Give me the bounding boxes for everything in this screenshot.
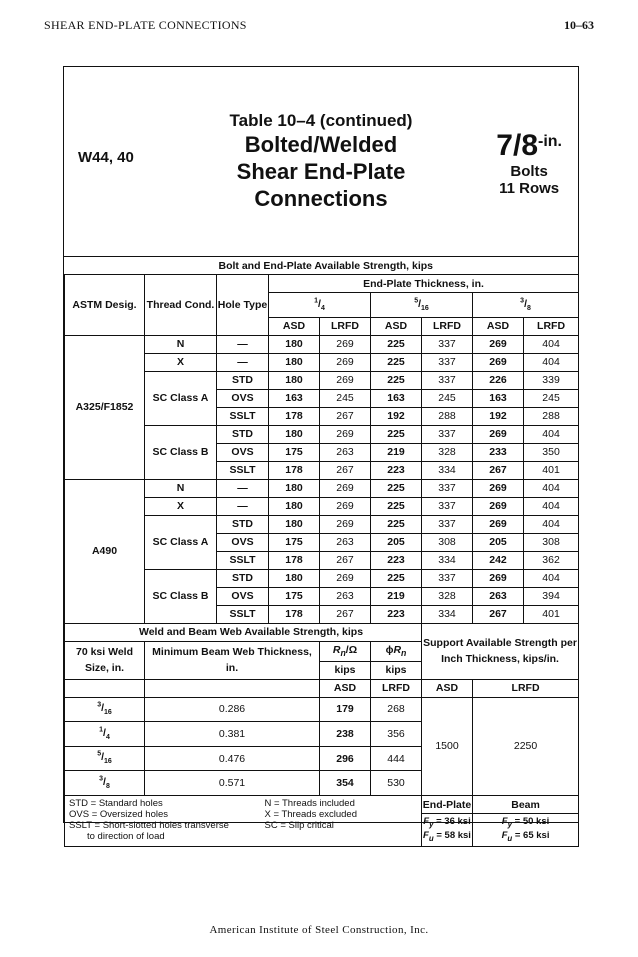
support-lrfd: 2250: [473, 697, 579, 795]
strength-value: 219: [371, 443, 422, 461]
hole-type: —: [217, 353, 269, 371]
header-row: [65, 257, 579, 275]
strength-value: 175: [269, 587, 320, 605]
page-footer: American Institute of Steel Construction, Inc.: [209, 924, 429, 936]
strength-value: 223: [371, 461, 422, 479]
strength-value: 267: [320, 605, 371, 623]
strength-value: 404: [524, 497, 579, 515]
strength-value: 180: [269, 335, 320, 353]
bolt-size-suffix: -in.: [538, 133, 562, 150]
strength-value: 192: [371, 407, 422, 425]
strength-value: 163: [269, 389, 320, 407]
thread-cond: SC Class A: [145, 515, 217, 569]
thread-cond: N: [145, 335, 217, 353]
strength-value: 267: [320, 461, 371, 479]
hole-type: OVS: [217, 389, 269, 407]
strength-value: 269: [320, 497, 371, 515]
strength-value: 328: [422, 443, 473, 461]
strength-value: 245: [320, 389, 371, 407]
strength-value: 245: [422, 389, 473, 407]
strength-value: 163: [473, 389, 524, 407]
strength-value: 337: [422, 515, 473, 533]
strength-value: 225: [371, 515, 422, 533]
hole-type: —: [217, 497, 269, 515]
weld-size: $^3/_{16}$: [65, 697, 145, 722]
strength-value: 334: [422, 461, 473, 479]
thread-cond: X: [145, 497, 217, 515]
strength-value: 223: [371, 551, 422, 569]
blank-cell: [145, 679, 320, 697]
strength-value: 267: [473, 605, 524, 623]
strength-value: 362: [524, 551, 579, 569]
strength-value: 180: [269, 569, 320, 587]
asd-header: ASD: [320, 679, 371, 697]
weld-asd: 179: [320, 697, 371, 722]
strength-value: 269: [320, 371, 371, 389]
thread-cond: N: [145, 479, 217, 497]
strength-value: 269: [473, 353, 524, 371]
strength-value: 205: [371, 533, 422, 551]
weld-lrfd: 356: [371, 722, 422, 747]
beam-label: Beam: [473, 796, 579, 814]
astm-desig: A490: [65, 479, 145, 623]
hole-type: STD: [217, 569, 269, 587]
strength-value: 263: [473, 587, 524, 605]
hole-type: STD: [217, 515, 269, 533]
strength-value: 225: [371, 353, 422, 371]
strength-value: 225: [371, 371, 422, 389]
strength-value: 404: [524, 335, 579, 353]
hole-type: OVS: [217, 443, 269, 461]
strength-value: 334: [422, 551, 473, 569]
weld-header-row: [65, 679, 579, 697]
strength-value: 337: [422, 479, 473, 497]
min-web-thickness: 0.476: [145, 746, 320, 771]
strength-value: 404: [524, 569, 579, 587]
hole-type: OVS: [217, 533, 269, 551]
bolt-info: [496, 125, 562, 197]
strength-value: 269: [320, 353, 371, 371]
title-line-2: Shear End-Plate: [236, 159, 406, 184]
beam-props: [473, 814, 579, 847]
strength-value: 263: [320, 443, 371, 461]
hole-type: STD: [217, 371, 269, 389]
strength-value: 269: [473, 479, 524, 497]
strength-value: 401: [524, 461, 579, 479]
weld-asd: 238: [320, 722, 371, 747]
strength-value: 269: [473, 335, 524, 353]
lrfd-header: LRFD: [473, 679, 579, 697]
strength-value: 175: [269, 443, 320, 461]
title-block: [64, 67, 578, 257]
strength-header: Bolt and End-Plate Available Strength, kips: [65, 257, 579, 275]
thickness-value: $^3/_8$: [473, 293, 579, 318]
strength-value: 267: [320, 551, 371, 569]
strength-value: 337: [422, 497, 473, 515]
strength-value: 404: [524, 479, 579, 497]
weld-lrfd: 268: [371, 697, 422, 722]
strength-value: 225: [371, 335, 422, 353]
asd-header: ASD: [473, 317, 524, 335]
min-web-thickness: 0.571: [145, 771, 320, 796]
strength-value: 163: [371, 389, 422, 407]
weld-size: $^1/_4$: [65, 722, 145, 747]
strength-value: 337: [422, 335, 473, 353]
asd-header: ASD: [422, 679, 473, 697]
legend-left: [69, 798, 229, 842]
astm-header: ASTM Desig.: [65, 275, 145, 336]
strength-value: 308: [422, 533, 473, 551]
page-number: 10–63: [564, 18, 594, 32]
support-header: Support Available Strength per Inch Thickness, kips/in.: [422, 623, 579, 679]
strength-value: 328: [422, 587, 473, 605]
strength-value: 242: [473, 551, 524, 569]
strength-value: 233: [473, 443, 524, 461]
lrfd-header: LRFD: [320, 317, 371, 335]
strength-value: 263: [320, 587, 371, 605]
blank-cell: [65, 679, 145, 697]
strength-value: 178: [269, 551, 320, 569]
table-frame: [63, 66, 579, 843]
weld-header-row: [65, 623, 579, 641]
legend-notes: [65, 796, 422, 847]
hole-type: —: [217, 335, 269, 353]
hole-type: STD: [217, 425, 269, 443]
strength-value: 225: [371, 569, 422, 587]
bolt-size-num: 7: [496, 129, 513, 162]
strength-value: 288: [524, 407, 579, 425]
strength-value: 337: [422, 353, 473, 371]
strength-value: 226: [473, 371, 524, 389]
strength-value: 245: [524, 389, 579, 407]
thread-cond: X: [145, 353, 217, 371]
weld-size-header: 70 ksi Weld Size, in.: [65, 641, 145, 679]
lrfd-header: LRFD: [371, 679, 422, 697]
strength-value: 308: [524, 533, 579, 551]
thread-header: Thread Cond.: [145, 275, 217, 336]
weld-lrfd: 444: [371, 746, 422, 771]
asd-header: ASD: [269, 317, 320, 335]
strength-value: 223: [371, 605, 422, 623]
strength-value: 267: [473, 461, 524, 479]
legend-line: SSLT = Short-slotted holes transverse: [69, 820, 229, 832]
strength-value: 269: [320, 479, 371, 497]
weld-asd: 354: [320, 771, 371, 796]
kips-label: kips: [371, 661, 422, 679]
weld-row: [65, 697, 579, 722]
lrfd-header: LRFD: [422, 317, 473, 335]
thickness-header: End-Plate Thickness, in.: [269, 275, 579, 293]
strength-value: 404: [524, 515, 579, 533]
table-number: Table 10–4 (continued): [229, 111, 413, 130]
strength-value: 401: [524, 605, 579, 623]
min-web-thickness: 0.286: [145, 697, 320, 722]
legend-line: N = Threads included: [264, 798, 355, 810]
min-web-header: Minimum Beam Web Thickness, in.: [145, 641, 320, 679]
legend-line: OVS = Oversized holes: [69, 809, 169, 821]
strength-value: 175: [269, 533, 320, 551]
thread-cond: SC Class A: [145, 371, 217, 425]
strength-value: 394: [524, 587, 579, 605]
strength-value: 337: [422, 425, 473, 443]
bolt-label: Bolts: [510, 163, 548, 180]
strength-value: 269: [320, 515, 371, 533]
endplate-fy: $F_y = 36$ ksi: [423, 816, 471, 829]
strength-value: 225: [371, 479, 422, 497]
strength-value: 178: [269, 407, 320, 425]
weld-size: $^3/_8$: [65, 771, 145, 796]
min-web-thickness: 0.381: [145, 722, 320, 747]
strength-value: 225: [371, 425, 422, 443]
strength-value: 404: [524, 353, 579, 371]
strength-value: 269: [473, 569, 524, 587]
strength-value: 288: [422, 407, 473, 425]
endplate-label: End-Plate: [422, 796, 473, 814]
hole-type: SSLT: [217, 461, 269, 479]
legend-line: STD = Standard holes: [69, 798, 163, 810]
bolt-rows: 11 Rows: [499, 180, 560, 197]
endplate-fu: $F_u = 58$ ksi: [423, 829, 471, 843]
bolt-size: $7/8^{-in.}$: [496, 129, 562, 162]
hole-type: OVS: [217, 587, 269, 605]
thickness-value: $^5/_{16}$: [371, 293, 473, 318]
strength-table: [64, 256, 579, 847]
shape-label: W44, 40: [78, 149, 134, 166]
hole-type: SSLT: [217, 605, 269, 623]
lrfd-header: LRFD: [524, 317, 579, 335]
strength-value: 337: [422, 371, 473, 389]
support-asd: 1500: [422, 697, 473, 795]
rn-omega-header: $R_n/\Omega$: [320, 641, 371, 661]
hole-type: SSLT: [217, 407, 269, 425]
hole-type: —: [217, 479, 269, 497]
thread-cond: SC Class B: [145, 569, 217, 623]
weld-asd: 296: [320, 746, 371, 771]
strength-value: 267: [320, 407, 371, 425]
thickness-value: $^1/_4$: [269, 293, 371, 318]
weld-size: $^5/_{16}$: [65, 746, 145, 771]
strength-value: 180: [269, 425, 320, 443]
strength-value: 334: [422, 605, 473, 623]
table-row: [65, 335, 579, 353]
strength-value: 180: [269, 353, 320, 371]
header-row: [65, 275, 579, 293]
phi-rn-header: $\phi R_n$: [371, 641, 422, 661]
strength-value: 269: [320, 335, 371, 353]
table-row: [65, 479, 579, 497]
hole-header: Hole Type: [217, 275, 269, 336]
legend-row: [65, 796, 579, 814]
endplate-props: [422, 814, 473, 847]
strength-value: 337: [422, 569, 473, 587]
strength-value: 180: [269, 371, 320, 389]
title-line-3: Connections: [254, 186, 388, 211]
strength-value: 192: [473, 407, 524, 425]
beam-fy: $F_y = 50$ ksi: [501, 816, 550, 829]
legend-line: X = Threads excluded: [264, 809, 357, 821]
hole-type: SSLT: [217, 551, 269, 569]
strength-value: 350: [524, 443, 579, 461]
strength-value: 219: [371, 587, 422, 605]
strength-value: 269: [473, 497, 524, 515]
asd-header: ASD: [371, 317, 422, 335]
astm-desig: A325/F1852: [65, 335, 145, 479]
strength-value: 263: [320, 533, 371, 551]
strength-value: 269: [473, 515, 524, 533]
bolt-size-den: 8: [521, 129, 538, 162]
legend-mid: [264, 798, 357, 842]
strength-value: 180: [269, 515, 320, 533]
beam-fu: $F_u = 65$ ksi: [501, 829, 550, 843]
strength-value: 178: [269, 461, 320, 479]
strength-value: 269: [473, 425, 524, 443]
strength-value: 180: [269, 479, 320, 497]
strength-value: 180: [269, 497, 320, 515]
thread-cond: SC Class B: [145, 425, 217, 479]
strength-value: 404: [524, 425, 579, 443]
strength-value: 269: [320, 425, 371, 443]
strength-value: 339: [524, 371, 579, 389]
weld-lrfd: 530: [371, 771, 422, 796]
strength-value: 225: [371, 497, 422, 515]
legend-line: to direction of load: [87, 831, 165, 843]
running-header: SHEAR END-PLATE CONNECTIONS: [44, 18, 247, 32]
strength-value: 205: [473, 533, 524, 551]
kips-label: kips: [320, 661, 371, 679]
legend-line: SC = Slip critical: [264, 820, 334, 832]
strength-value: 269: [320, 569, 371, 587]
strength-value: 178: [269, 605, 320, 623]
weld-header: Weld and Beam Web Available Strength, kips: [65, 623, 422, 641]
title-line-1: Bolted/Welded: [244, 132, 398, 157]
